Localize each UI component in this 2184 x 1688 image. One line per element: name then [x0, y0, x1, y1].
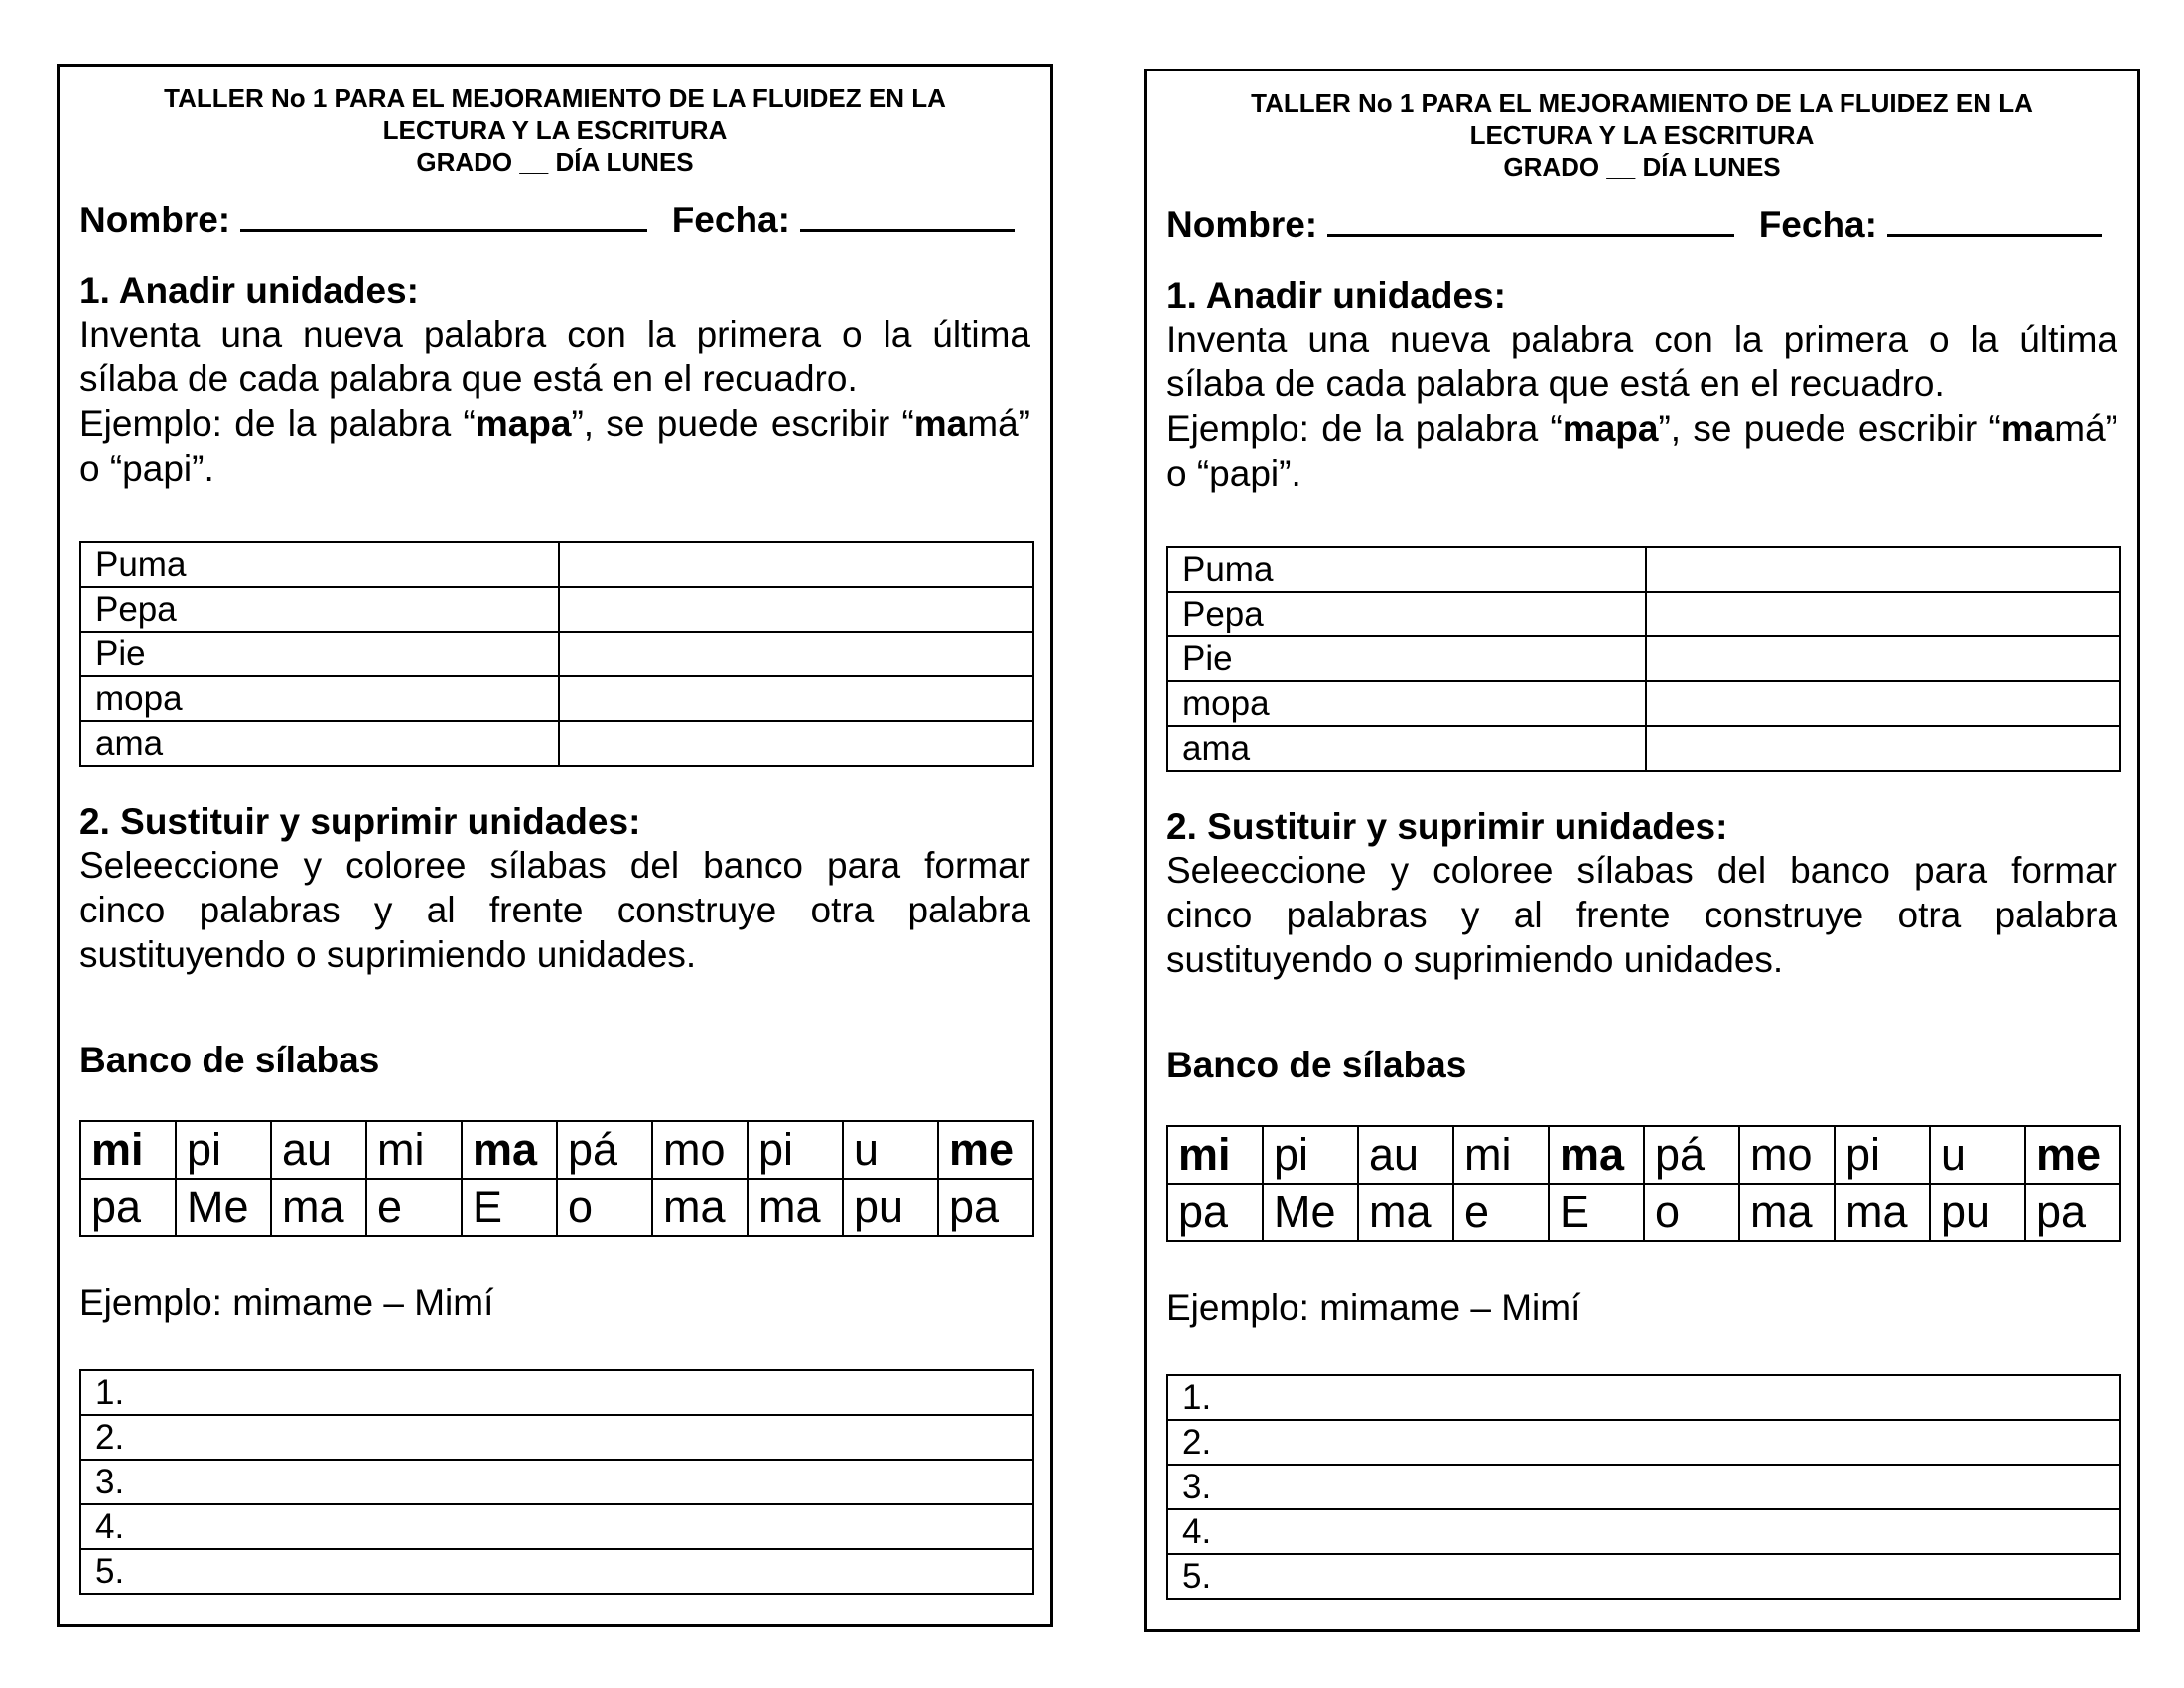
name-date-line [1166, 201, 2117, 249]
answer-row [1167, 1554, 2120, 1599]
words-table [1166, 546, 2121, 772]
name-label: Nombre: [1166, 205, 1318, 245]
words-row [80, 632, 1033, 676]
new-word-answer-cell[interactable] [559, 676, 1033, 721]
syllable-cell[interactable]: ma [652, 1179, 748, 1236]
header-title-line-2: LECTURA Y LA ESCRITURA [382, 115, 728, 145]
syllable-cell[interactable]: E [1549, 1184, 1644, 1241]
syllable-bank-table [79, 1120, 1034, 1237]
worksheet-right [1144, 69, 2140, 1632]
words-row [1167, 726, 2120, 771]
syllable-cell[interactable]: pa [2025, 1184, 2120, 1241]
word-cell: mopa [80, 676, 559, 721]
syllable-bank-row [80, 1121, 1033, 1179]
word-cell: Puma [80, 542, 559, 587]
syllable-cell[interactable]: o [1644, 1184, 1739, 1241]
answer-row [1167, 1509, 2120, 1554]
answer-cell[interactable]: 3. [80, 1460, 1033, 1504]
word-cell: mopa [1167, 681, 1646, 726]
syllable-cell[interactable]: me [2025, 1126, 2120, 1184]
syllable-bank-title: Banco de sílabas [79, 1040, 380, 1080]
section-2-instructions: Seleeccione y coloree sílabas del banco para formar cinco palabras y al frente construye otra palabra sustituyendo o suprimiendo unidades. [1166, 850, 2117, 980]
answer-cell[interactable]: 4. [80, 1504, 1033, 1549]
new-word-answer-cell[interactable] [559, 542, 1033, 587]
words-row [1167, 592, 2120, 636]
section-2-example: Ejemplo: mimame – Mimí [1166, 1287, 1581, 1328]
syllable-cell[interactable]: pu [843, 1179, 938, 1236]
section-1-instructions: Inventa una nueva palabra con la primera o la última sílaba de cada palabra que está en el recuadro. [79, 314, 1030, 399]
syllable-cell[interactable]: u [843, 1121, 938, 1179]
new-word-answer-cell[interactable] [1646, 547, 2120, 592]
section-1-title: 1. Anadir unidades: [1166, 275, 1506, 316]
date-field[interactable] [800, 196, 1015, 232]
answer-cell[interactable]: 1. [1167, 1375, 2120, 1420]
syllable-cell[interactable]: mi [1453, 1126, 1549, 1184]
date-label: Fecha: [1758, 205, 1877, 245]
answer-row [80, 1460, 1033, 1504]
section-1-instructions: Inventa una nueva palabra con la primera o la última sílaba de cada palabra que está en el recuadro. [1166, 319, 2117, 404]
header-title-line-2: LECTURA Y LA ESCRITURA [1469, 120, 1815, 150]
name-field[interactable] [240, 196, 647, 232]
name-label: Nombre: [79, 200, 231, 240]
syllable-bank-table [1166, 1125, 2121, 1242]
answer-row [80, 1549, 1033, 1594]
syllable-cell[interactable]: mo [652, 1121, 748, 1179]
answer-row [80, 1370, 1033, 1415]
answer-row [1167, 1465, 2120, 1509]
word-cell: Puma [1167, 547, 1646, 592]
syllable-cell[interactable]: mi [1167, 1126, 1263, 1184]
syllable-cell[interactable]: mi [80, 1121, 176, 1179]
syllable-cell[interactable]: o [557, 1179, 652, 1236]
answers-table [79, 1369, 1034, 1595]
syllable-bank-row [1167, 1184, 2120, 1241]
answer-cell[interactable]: 2. [1167, 1420, 2120, 1465]
syllable-cell[interactable]: ma [748, 1179, 843, 1236]
syllable-cell[interactable]: pi [1263, 1126, 1358, 1184]
syllable-cell[interactable]: ma [1835, 1184, 1930, 1241]
syllable-cell[interactable]: Me [1263, 1184, 1358, 1241]
words-row [80, 676, 1033, 721]
syllable-bank-title: Banco de sílabas [1166, 1045, 1467, 1085]
date-label: Fecha: [671, 200, 790, 240]
section-2-title: 2. Sustituir y suprimir unidades: [1166, 806, 1728, 847]
syllable-bank-row [80, 1179, 1033, 1236]
answer-cell[interactable]: 3. [1167, 1465, 2120, 1509]
header-title-line-1: TALLER No 1 PARA EL MEJORAMIENTO DE LA FLUIDEZ EN LA [164, 83, 946, 113]
section-1-example: Ejemplo: de la palabra “mapa”, se puede escribir “mamá” o “papi”. [1166, 408, 2117, 493]
syllable-cell[interactable]: e [1453, 1184, 1549, 1241]
syllable-cell[interactable]: pá [557, 1121, 652, 1179]
word-cell: Pie [80, 632, 559, 676]
answer-row [1167, 1420, 2120, 1465]
header-grade-day: GRADO __ DÍA LUNES [416, 147, 694, 177]
word-cell: ama [1167, 726, 1646, 771]
syllable-cell[interactable]: au [271, 1121, 366, 1179]
syllable-cell[interactable]: E [462, 1179, 557, 1236]
answer-cell[interactable]: 1. [80, 1370, 1033, 1415]
words-row [1167, 681, 2120, 726]
worksheet-header [79, 82, 1030, 178]
words-row [80, 721, 1033, 766]
section-1-title: 1. Anadir unidades: [79, 270, 419, 311]
section-2-instructions: Seleeccione y coloree sílabas del banco para formar cinco palabras y al frente construye otra palabra sustituyendo o suprimiendo unidades. [79, 845, 1030, 975]
answer-row [1167, 1375, 2120, 1420]
answer-cell[interactable]: 4. [1167, 1509, 2120, 1554]
syllable-cell[interactable]: pá [1644, 1126, 1739, 1184]
syllable-cell[interactable]: pi [1835, 1126, 1930, 1184]
worksheet-left [57, 64, 1053, 1627]
syllable-cell[interactable]: mi [366, 1121, 462, 1179]
syllable-cell[interactable]: au [1358, 1126, 1453, 1184]
syllable-cell[interactable]: me [938, 1121, 1033, 1179]
syllable-cell[interactable]: ma [271, 1179, 366, 1236]
name-date-line [79, 196, 1030, 244]
name-field[interactable] [1327, 201, 1734, 237]
syllable-cell[interactable]: ma [1549, 1126, 1644, 1184]
syllable-cell[interactable]: ma [1358, 1184, 1453, 1241]
section-1-example: Ejemplo: de la palabra “mapa”, se puede escribir “mamá” o “papi”. [79, 403, 1030, 489]
words-row [1167, 636, 2120, 681]
header-title-line-1: TALLER No 1 PARA EL MEJORAMIENTO DE LA FLUIDEZ EN LA [1251, 88, 2033, 118]
syllable-cell[interactable]: mo [1739, 1126, 1835, 1184]
answer-cell[interactable]: 2. [80, 1415, 1033, 1460]
syllable-cell[interactable]: pa [80, 1179, 176, 1236]
new-word-answer-cell[interactable] [559, 587, 1033, 632]
syllable-cell[interactable]: ma [462, 1121, 557, 1179]
syllable-cell[interactable]: pi [748, 1121, 843, 1179]
section-2-title: 2. Sustituir y suprimir unidades: [79, 801, 641, 842]
word-cell: ama [80, 721, 559, 766]
word-cell: Pie [1167, 636, 1646, 681]
answers-table [1166, 1374, 2121, 1600]
syllable-cell[interactable]: ma [1739, 1184, 1835, 1241]
word-cell: Pepa [1167, 592, 1646, 636]
worksheet-header [1166, 87, 2117, 183]
syllable-bank-row [1167, 1126, 2120, 1184]
new-word-answer-cell[interactable] [559, 721, 1033, 766]
new-word-answer-cell[interactable] [559, 632, 1033, 676]
syllable-cell[interactable]: pi [176, 1121, 271, 1179]
answer-cell[interactable]: 5. [80, 1549, 1033, 1594]
words-row [1167, 547, 2120, 592]
new-word-answer-cell[interactable] [1646, 636, 2120, 681]
words-row [80, 542, 1033, 587]
answer-row [80, 1504, 1033, 1549]
new-word-answer-cell[interactable] [1646, 592, 2120, 636]
date-field[interactable] [1887, 201, 2102, 237]
syllable-cell[interactable]: Me [176, 1179, 271, 1236]
section-2-example: Ejemplo: mimame – Mimí [79, 1282, 494, 1323]
words-table [79, 541, 1034, 767]
answer-row [80, 1415, 1033, 1460]
syllable-cell[interactable]: e [366, 1179, 462, 1236]
syllable-cell[interactable]: pa [1167, 1184, 1263, 1241]
new-word-answer-cell[interactable] [1646, 681, 2120, 726]
answer-cell[interactable]: 5. [1167, 1554, 2120, 1599]
syllable-cell[interactable]: pu [1930, 1184, 2025, 1241]
new-word-answer-cell[interactable] [1646, 726, 2120, 771]
header-grade-day: GRADO __ DÍA LUNES [1503, 152, 1781, 182]
syllable-cell[interactable]: pa [938, 1179, 1033, 1236]
syllable-cell[interactable]: u [1930, 1126, 2025, 1184]
word-cell: Pepa [80, 587, 559, 632]
words-row [80, 587, 1033, 632]
